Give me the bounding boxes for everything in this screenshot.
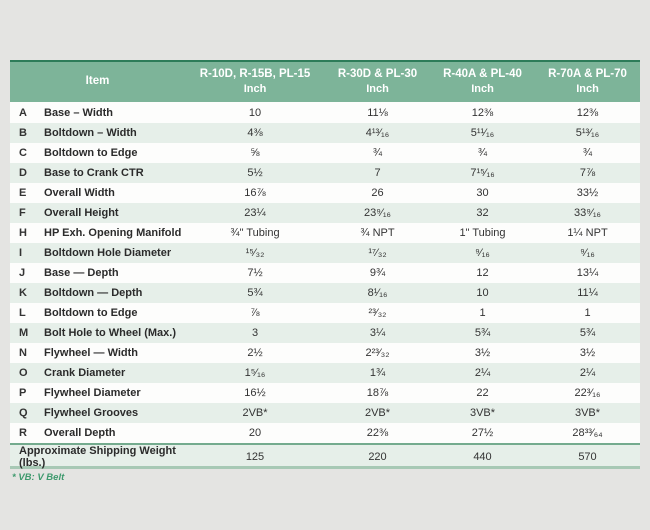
row-value: 9¾ <box>369 267 386 279</box>
row-value: ¾ NPT <box>360 227 395 239</box>
table-row <box>10 183 640 203</box>
model-unit: Inch <box>576 83 599 96</box>
row-value: ¾ <box>477 147 488 159</box>
row-value: 23⁹⁄₁₆ <box>364 207 391 219</box>
model-name: R-40A & PL-40 <box>443 67 522 80</box>
row-value: ¹⁷⁄₃₂ <box>368 247 387 259</box>
table-row <box>10 163 640 183</box>
row-value: 2¼ <box>474 367 491 379</box>
row-letter: I <box>19 247 23 259</box>
row-item: Flywheel — Width <box>44 347 139 359</box>
column-header-item: Item <box>85 75 110 88</box>
row-value: 1 <box>584 307 591 319</box>
shipping-weight-value: 570 <box>578 451 597 463</box>
row-value: 12⅜ <box>471 107 494 119</box>
row-value: 5¾ <box>247 287 263 299</box>
row-value: 5¹¹⁄₁₆ <box>470 127 495 139</box>
row-value: 12⅜ <box>576 107 599 119</box>
row-letter: C <box>19 147 27 159</box>
shipping-weight-value: 440 <box>473 451 492 463</box>
row-letter: K <box>19 287 27 299</box>
shipping-weight-row <box>10 443 640 469</box>
row-value: ¹⁵⁄₃₂ <box>245 247 265 259</box>
vbelt-footnote: * VB: V Belt <box>12 472 65 483</box>
row-value: ²³⁄₃₂ <box>368 307 387 319</box>
table-row <box>10 263 640 283</box>
shipping-weight-value: 125 <box>245 451 265 463</box>
table-row <box>10 423 640 443</box>
row-value: 2VB* <box>364 407 391 419</box>
row-value: 5¾ <box>579 327 596 339</box>
row-value: 3VB* <box>469 407 496 419</box>
row-value: 2²³⁄₃₂ <box>365 347 390 359</box>
row-value: 3½ <box>474 347 491 359</box>
column-header-model-1 <box>185 67 325 97</box>
row-letter: E <box>19 187 27 199</box>
row-value: 3VB* <box>574 407 601 419</box>
shipping-weight-value: 220 <box>368 451 387 463</box>
model-unit: Inch <box>471 83 494 96</box>
row-value: 3 <box>251 327 259 339</box>
row-value: 3½ <box>579 347 596 359</box>
table-row <box>10 203 640 223</box>
column-header-model-2 <box>325 67 430 97</box>
row-letter: P <box>19 387 27 399</box>
row-letter: H <box>19 227 27 239</box>
model-unit: Inch <box>243 83 267 96</box>
row-value: 20 <box>248 427 262 439</box>
row-value: 16½ <box>244 387 266 399</box>
row-item: Base – Width <box>44 107 113 119</box>
spec-table <box>10 60 640 469</box>
row-value: 22 <box>476 387 489 399</box>
row-value: 7 <box>374 167 381 179</box>
row-letter: L <box>19 307 26 319</box>
row-value: 22⅜ <box>366 427 389 439</box>
row-letter: M <box>19 327 29 339</box>
table-row <box>10 143 640 163</box>
row-value: 26 <box>371 187 384 199</box>
row-value: 33⁹⁄₁₆ <box>574 207 601 219</box>
row-value: 1" Tubing <box>459 227 506 239</box>
row-value: ¾ <box>582 147 593 159</box>
row-value: 7⅞ <box>579 167 596 179</box>
row-value: 16⅞ <box>244 187 266 199</box>
row-value: 30 <box>476 187 489 199</box>
row-value: 23¼ <box>244 207 266 219</box>
table-row <box>10 243 640 263</box>
model-unit: Inch <box>366 83 389 96</box>
row-value: 10 <box>248 107 262 119</box>
row-item: Boltdown — Depth <box>44 287 143 299</box>
row-value: 1 <box>479 307 486 319</box>
row-item: Base — Depth <box>44 267 119 279</box>
row-value: 10 <box>476 287 489 299</box>
row-item: Flywheel Grooves <box>44 407 139 419</box>
row-item: Base to Crank CTR <box>44 167 144 179</box>
row-value: ⁹⁄₁₆ <box>475 247 490 259</box>
column-header-model-3 <box>430 67 535 97</box>
row-value: 11¼ <box>577 287 598 299</box>
row-value: 5½ <box>247 167 263 179</box>
table-header-row <box>10 62 640 103</box>
row-letter: F <box>19 207 26 219</box>
row-value: 2½ <box>247 347 263 359</box>
row-value: 13¼ <box>576 267 599 279</box>
row-letter: R <box>19 427 27 439</box>
row-value: 3¼ <box>369 327 386 339</box>
row-letter: B <box>19 127 27 139</box>
row-value: 28³³⁄₆₄ <box>572 427 603 439</box>
table-row <box>10 303 640 323</box>
row-item: Overall Height <box>44 207 119 219</box>
table-row <box>10 403 640 423</box>
table-row <box>10 383 640 403</box>
row-value: 8¹⁄₁₆ <box>367 287 388 299</box>
row-value: 1¾ <box>369 367 386 379</box>
column-header-model-4 <box>535 67 640 97</box>
shipping-weight-label: Approximate Shipping Weight (lbs.) <box>19 445 176 469</box>
row-value: 27½ <box>471 427 494 439</box>
row-item: Flywheel Diameter <box>44 387 141 399</box>
model-name: R-70A & PL-70 <box>548 67 627 80</box>
row-letter: A <box>19 107 27 119</box>
row-value: ⁹⁄₁₆ <box>580 247 595 259</box>
table-row <box>10 103 640 123</box>
row-letter: J <box>19 267 26 279</box>
row-value: 7¹⁵⁄₁₆ <box>470 167 495 179</box>
table-row <box>10 323 640 343</box>
row-value: ⅝ <box>250 147 260 159</box>
row-value: 5¾ <box>474 327 491 339</box>
row-value: 7½ <box>247 267 263 279</box>
row-value: ⅞ <box>250 307 260 319</box>
model-name: R-10D, R-15B, PL-15 <box>199 67 311 80</box>
row-letter: O <box>19 367 28 379</box>
row-value: 4¹³⁄₁₆ <box>365 127 390 139</box>
row-item: Crank Diameter <box>44 367 126 379</box>
row-value: 4⅜ <box>247 127 263 139</box>
table-row <box>10 223 640 243</box>
row-value: 2¼ <box>579 367 596 379</box>
row-letter: Q <box>19 407 28 419</box>
row-item: Overall Depth <box>44 427 116 439</box>
row-item: HP Exh. Opening Manifold <box>44 227 182 239</box>
row-value: 1¼ NPT <box>567 227 608 239</box>
table-row <box>10 123 640 143</box>
row-item: Bolt Hole to Wheel (Max.) <box>44 327 176 339</box>
table-row <box>10 363 640 383</box>
table-row <box>10 283 640 303</box>
row-value: 5¹³⁄₁₆ <box>575 127 600 139</box>
row-value: 12 <box>476 267 489 279</box>
table-body <box>10 103 640 443</box>
row-value: 22³⁄₁₆ <box>574 387 601 399</box>
row-value: ¾ <box>372 147 383 159</box>
table-row <box>10 343 640 363</box>
row-letter: D <box>19 167 27 179</box>
row-value: 11⅛ <box>367 107 388 119</box>
row-value: 1⁵⁄₁₆ <box>244 367 266 379</box>
row-value: 33½ <box>576 187 599 199</box>
row-value: 2VB* <box>242 407 268 419</box>
row-item: Boltdown to Edge <box>44 307 138 319</box>
row-item: Boltdown Hole Diameter <box>44 247 172 259</box>
row-value: ¾" Tubing <box>230 227 280 239</box>
row-value: 32 <box>476 207 489 219</box>
row-item: Overall Width <box>44 187 115 199</box>
row-item: Boltdown to Edge <box>44 147 138 159</box>
row-item: Boltdown – Width <box>44 127 137 139</box>
model-name: R-30D & PL-30 <box>337 67 418 80</box>
row-letter: N <box>19 347 27 359</box>
row-value: 18⅞ <box>366 387 389 399</box>
